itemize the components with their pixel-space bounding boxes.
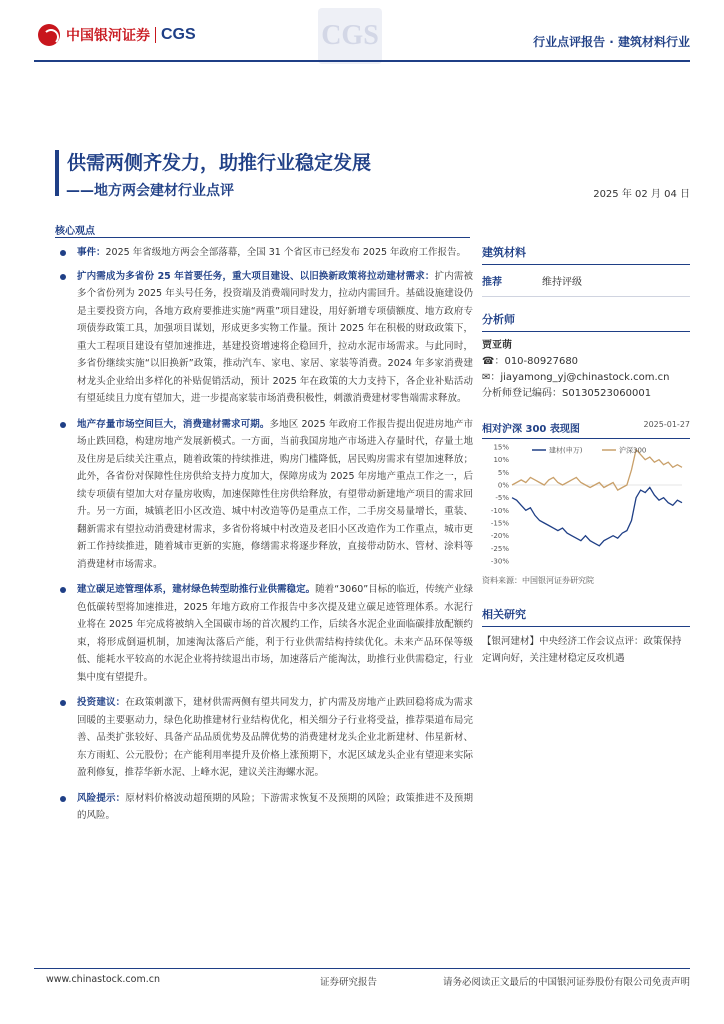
y-tick-label: 10% — [493, 456, 509, 465]
brand-name: 中国银河证券 — [66, 28, 150, 44]
series-line-1 — [512, 450, 682, 491]
bullet-head: 建立碳足迹管理体系，建材绿色转型助推行业供需稳定。 — [77, 584, 316, 595]
y-tick-label: -15% — [490, 519, 509, 528]
footer-center: 证券研究报告 — [320, 977, 378, 988]
core-views — [55, 244, 473, 825]
report-title: 供需两侧齐发力，助推行业稳定发展 — [67, 152, 372, 174]
brand-abbr: CGS — [161, 26, 196, 43]
chart-date: 2025-01-27 — [643, 420, 690, 429]
industry-label: 建筑材料 — [482, 244, 690, 265]
related-research — [482, 606, 690, 667]
legend-label: 建材(申万) — [549, 446, 583, 455]
header-divider — [34, 60, 690, 62]
bullet-real-estate — [55, 416, 473, 574]
y-tick-label: -30% — [490, 557, 509, 566]
bullet-carbon — [55, 581, 473, 686]
rating-row — [482, 265, 690, 297]
bullet-body: 2025 年省级地方两会全部落幕，全国 31 个省区市已经发布 2025 年政府工作报告。 — [105, 247, 467, 258]
chart-title: 相对沪深 300 表现图 — [482, 424, 580, 435]
bullet-risk — [55, 790, 473, 825]
series-line-0 — [512, 488, 682, 546]
bullet-body: 扩内需被多个省份列为 2025 年头号任务，投资端及消费端同时发力，拉动内需回升。基础设施建设仍是主要投资方向，各地方政府要推进实施“两重”项目建设，用好新增专项债额度、地方政府专项债券政策工具，加强项目谋划，形成更多实物工作量。预计 2025 年在积极的财政政策下，重大工程项目建设有望加速推进，基建投资增速将企稳回升，拉动水泥市场需求。与此同时，多省份继续实施“以旧换新”政策，推动汽车、家电、家居、家装等消费。2024 年多家消费建材龙头企业给出多样化的补贴促销活动，预计 2025 年在政策的大力支持下，各企业补贴活动有望延续且力度有望加大，进一步提高家装市场消费积极性，刺激消费建材零售端需求释放。 — [77, 270, 473, 404]
bullet-body: 多地区 2025 年政府工作报告提出促进房地产市场止跌回稳，构建房地产发展新模式。一方面，当前我国房地产市场进入存量时代，存量土地及住房是后续关注重点，随着政策的持续推进，购房门槛降低，居民购房需求有望加速释放；此外，各省份对保障性住房供给支持力度加大，保障房成为 2025 年房地产重点工作之一，后续专项债有望加大对存量房收购，加速保障性住房供给释放，有望带动新建地产项目的需求回升。另一方面，城镇老旧小区改造、城中村改造等仍是重点工作，二手房交易量增长，重装、翻新需求有望拉动消费建材需求，多省份将城中村改造及老旧小区改造作为工作重点，城市更新工作持续推进，随着城市更新的实施，修缮需求将逐步释放，直接带动防水、管材、涂料等消费建材市场需求。 — [77, 418, 473, 570]
analyst-email[interactable]: ✉：jiayamong_yj@chinastock.com.cn — [482, 372, 670, 383]
report-date: 2025 年 02 月 04 日 — [593, 189, 690, 200]
bullet-body: 在政策刺激下，建材供需两侧有望共同发力，扩内需及房地产止跌回稳将成为需求回暖的主要驱动力，绿色化助推建材行业结构优化，相关细分子行业将受益，推荐渠道布局完善、品类扩张较好、具备产品品质优势及品牌优势的消费建材龙头企业北新建材、伟星新材、东方雨虹、公元股份；在产能利用率提升及价格上涨预期下，水泥区域龙头企业有望迎来实际盈利修复，推荐华新水泥、上峰水泥，建议关注海螺水泥。 — [77, 697, 473, 778]
y-tick-label: -20% — [490, 532, 509, 541]
title-accent-bar — [55, 150, 59, 196]
bullet-head: 事件： — [77, 247, 106, 258]
core-divider — [55, 237, 470, 238]
y-tick-label: -5% — [495, 494, 509, 503]
bullet-body: 原材料价格波动超预期的风险；下游需求恢复不及预期的风险；政策推进不及预期的风险。 — [77, 792, 473, 821]
analyst-info — [482, 338, 690, 402]
bullet-head: 风险提示： — [77, 792, 126, 804]
core-views-label: 核心观点 — [55, 226, 95, 237]
brand-logo-icon — [38, 24, 60, 46]
bullet-investment — [55, 694, 473, 782]
y-tick-label: 5% — [497, 468, 509, 477]
sidebar — [482, 244, 690, 667]
legend-label: 沪深300 — [619, 446, 647, 455]
bullet-head: 地产存量市场空间巨大，消费建材需求可期。 — [77, 418, 270, 430]
bullet-head: 扩内需成为多省份 25 年首要任务，重大项目建设、以旧换新政策将拉动建材需求： — [77, 270, 435, 282]
y-tick-label: 0% — [497, 481, 509, 490]
chart-svg — [482, 439, 690, 569]
bullet-body: 随着“3060”目标的临近，传统产业绿色低碳转型将加速推进，2025 年地方政府工作报告中多次提及建立碳足迹管理体系。水泥行业将在 2025 年完成将被纳入全国碳市场的首次履约工作，后续各水泥企业面临碳排放配额约束，将形成倒逼机制，加速淘汰落后产能，利于行业供需结构持续优化。未来产品环保等级低、能耗水平较高的水泥企业将持续退出市场，加速落后产能淘汰，助推行业供需稳定，行业集中度有望提升。 — [77, 584, 473, 683]
rating-value: 维持评级 — [542, 277, 582, 288]
footer-website[interactable]: www.chinastock.com.cn — [46, 974, 160, 985]
y-tick-label: 15% — [493, 443, 509, 452]
report-subtitle: ——地方两会建材行业点评 — [66, 183, 234, 199]
y-tick-label: -10% — [490, 506, 509, 515]
report-type: 行业点评报告 · 建筑材料行业 — [533, 35, 690, 49]
related-title: 相关研究 — [482, 606, 690, 627]
analyst-title: 分析师 — [482, 311, 690, 332]
performance-chart — [482, 420, 690, 586]
bullet-event — [55, 244, 473, 262]
bullet-domestic-demand — [55, 268, 473, 408]
rating-label: 推荐 — [482, 277, 502, 288]
y-tick-label: -25% — [490, 544, 509, 553]
analyst-cert: 分析师登记编码：S0130523060001 — [482, 388, 652, 399]
footer-disclaimer: 请务必阅读正文最后的中国银河证券股份有限公司免责声明 — [442, 977, 690, 988]
analyst-phone: ☎：010-80927680 — [482, 356, 579, 367]
bullet-head: 投资建议： — [77, 697, 126, 708]
footer-divider — [34, 968, 690, 969]
related-item[interactable]: 【银河建材】中央经济工作会议点评：政策保持定调向好，关注建材稳定反攻机遇 — [482, 636, 682, 664]
chart-source: 资料来源：中国银河证券研究院 — [482, 576, 594, 585]
brand-logo — [38, 24, 196, 46]
header-watermark: CGS — [318, 8, 382, 64]
analyst-name: 贾亚萌 — [482, 340, 512, 351]
